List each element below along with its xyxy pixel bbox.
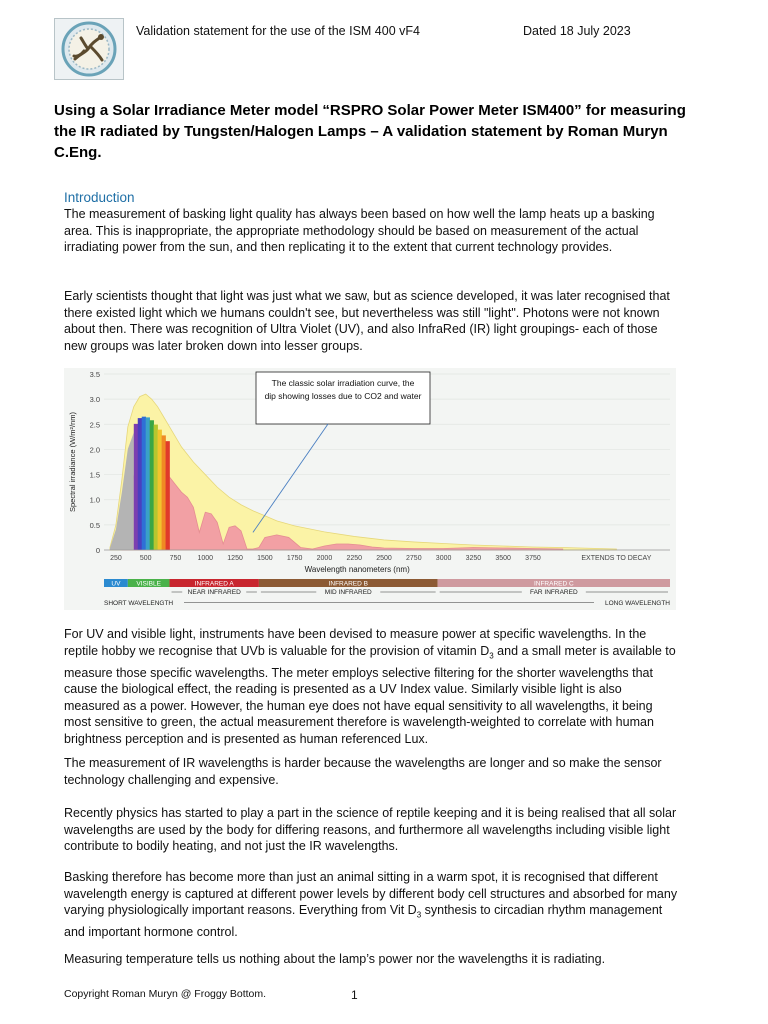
y-tick-label: 1.5 xyxy=(89,470,100,480)
visible-spectrum-strip xyxy=(142,417,146,550)
lizard-icon xyxy=(55,19,123,79)
visible-spectrum-strip xyxy=(138,418,142,550)
x-tick-label: 3500 xyxy=(495,555,511,562)
paragraph-uv-visible-part-2: and a small meter is available to measure those specific wavelengths. The meter employs selective filtering for the shorter wavelengths that cause the biological effect, the reading is presented as a UV Index value. Similarly visible light is also measured as a power. However, the human eye does not have equal sensitivity to all wavelengths, it being most sensitive to green, the actual measurement therefore is wavelength-weighted to correlate with human brightness perception and is presented as human referenced Lux. xyxy=(64,643,676,746)
solar-irradiance-figure xyxy=(64,368,676,610)
x-tick-label: 2750 xyxy=(406,555,422,562)
page-number: 1 xyxy=(351,988,358,1002)
x-tick-label: 1750 xyxy=(286,555,303,562)
paragraph-physics: Recently physics has started to play a part in the science of reptile keeping and it is being realised that all solar wavelengths are used by the body for differing reasons, and furthermore all wavelengths including visible light contribute to bodily heating, and not just the IR wavelengths. xyxy=(64,806,677,853)
x-tick-label: 3000 xyxy=(435,555,452,562)
section-heading-introduction: Introduction xyxy=(64,190,135,205)
x-axis-label: Wavelength nanometers (nm) xyxy=(304,565,410,574)
short-wavelength-label: SHORT WAVELENGTH xyxy=(104,600,174,607)
y-tick-label: 0 xyxy=(95,546,100,555)
x-tick-label: 1000 xyxy=(197,555,214,562)
band-label: INFRARED C xyxy=(533,580,574,588)
x-tick-label: 1250 xyxy=(227,555,243,562)
paragraph-uv-visible-part-1: For UV and visible light, instruments have been devised to measure power at specific wavelengths. In the reptile hobby we recognise that UVb is valuable for the provision of vitamin D xyxy=(64,627,647,658)
band-label: VISIBLE xyxy=(136,580,161,588)
x-tick-label: EXTENDS TO DECAY xyxy=(581,555,652,562)
paragraph-basking xyxy=(64,869,680,941)
x-tick-label: 3750 xyxy=(525,555,541,562)
paragraph-temperature: Measuring temperature tells us nothing about the lamp’s power nor the wavelengths it is radiating. xyxy=(64,952,606,966)
subscript-3: 3 xyxy=(416,910,422,920)
visible-spectrum-strip xyxy=(162,435,166,550)
y-tick-label: 2.0 xyxy=(89,445,100,455)
y-tick-label: 1.0 xyxy=(89,495,100,505)
paragraph-basking-part-1: Basking therefore has become more than just an animal sitting in a warm spot, it is recognised that different wavelength energy is captured at different power levels by different body cell structures and absorbed for many varying physiologically important reasons. Everything from Vit D xyxy=(64,870,678,917)
froggy-bottom-logo xyxy=(54,18,124,80)
x-tick-label: 2500 xyxy=(376,555,392,562)
y-tick-label: 2.5 xyxy=(89,420,100,430)
x-tick-label: 1500 xyxy=(257,555,273,562)
x-tick-label: 2250 xyxy=(346,555,363,562)
callout-text-line: dip showing losses due to CO2 and water xyxy=(264,391,422,401)
page-header xyxy=(0,0,768,80)
callout-text-line: The classic solar irradiation curve, the xyxy=(271,378,415,388)
paragraph-basking-part-2: synthesis to circadian rhythm management and important hormone control. xyxy=(64,903,663,939)
x-tick-label: 750 xyxy=(169,555,182,562)
footer-copyright: Copyright Roman Muryn @ Froggy Bottom. xyxy=(64,988,267,1000)
visible-spectrum-strip xyxy=(134,424,138,550)
sub-band-label: FAR INFRARED xyxy=(529,589,578,596)
paragraph-intro-1: The measurement of basking light quality has always been based on how well the lamp heats up a basking area. This is inappropriate, the appropriate methodology should be based on measurement of the actual irradiating power from the sun, and then replicating it to the extent that current technology provides. xyxy=(64,207,655,254)
sub-band-label: NEAR INFRARED xyxy=(187,589,241,596)
y-tick-label: 0.5 xyxy=(89,520,100,530)
paragraph-ir-measurement: The measurement of IR wavelengths is harder because the wavelengths are longer and so make the sensor technology challenging and expensive. xyxy=(64,756,662,787)
y-axis-label: Spectral irradiance (W/m²/nm) xyxy=(68,411,77,513)
paragraph-uv-visible xyxy=(64,626,680,747)
band-label: INFRARED A xyxy=(194,580,234,588)
paragraph-intro-2: Early scientists thought that light was just what we saw, but as science developed, it was later recognised that there existed light which we humans couldn't see, but nevertheless was still "light". Photons were not known about then. There was recognition of Ultra Violet (UV), and also InfraRed (IR) light groupings- each of those new groups was later broken down into lesser groups. xyxy=(64,289,670,353)
callout-arrow xyxy=(253,424,328,532)
visible-spectrum-strip xyxy=(150,420,154,550)
x-tick-label: 250 xyxy=(110,555,122,562)
sub-band-label: MID INFRARED xyxy=(324,589,372,596)
x-tick-label: 500 xyxy=(139,555,152,562)
document-statement: Validation statement for the use of the ISM 400 vF4 xyxy=(136,24,420,38)
visible-spectrum-strip xyxy=(146,417,150,550)
visible-spectrum-strip xyxy=(166,441,170,550)
solar-irradiance-chart xyxy=(64,368,676,610)
document-title: Using a Solar Irradiance Meter model “RSPRO Solar Power Meter ISM400” for measuring the IR radiated by Tungsten/Halogen Lamps – A validation statement by Roman Muryn C.Eng. xyxy=(54,102,686,161)
band-label: INFRARED B xyxy=(328,580,368,588)
band-label: UV xyxy=(111,580,121,588)
visible-spectrum-strip xyxy=(158,430,162,550)
subscript-3: 3 xyxy=(489,651,494,660)
long-wavelength-label: LONG WAVELENGTH xyxy=(604,600,670,607)
visible-spectrum-strip xyxy=(154,425,158,550)
x-tick-label: 2000 xyxy=(316,555,333,562)
x-tick-label: 3250 xyxy=(465,555,482,562)
document-date: Dated 18 July 2023 xyxy=(523,24,631,38)
y-tick-label: 3.5 xyxy=(89,370,100,379)
y-tick-label: 3.0 xyxy=(89,395,100,405)
